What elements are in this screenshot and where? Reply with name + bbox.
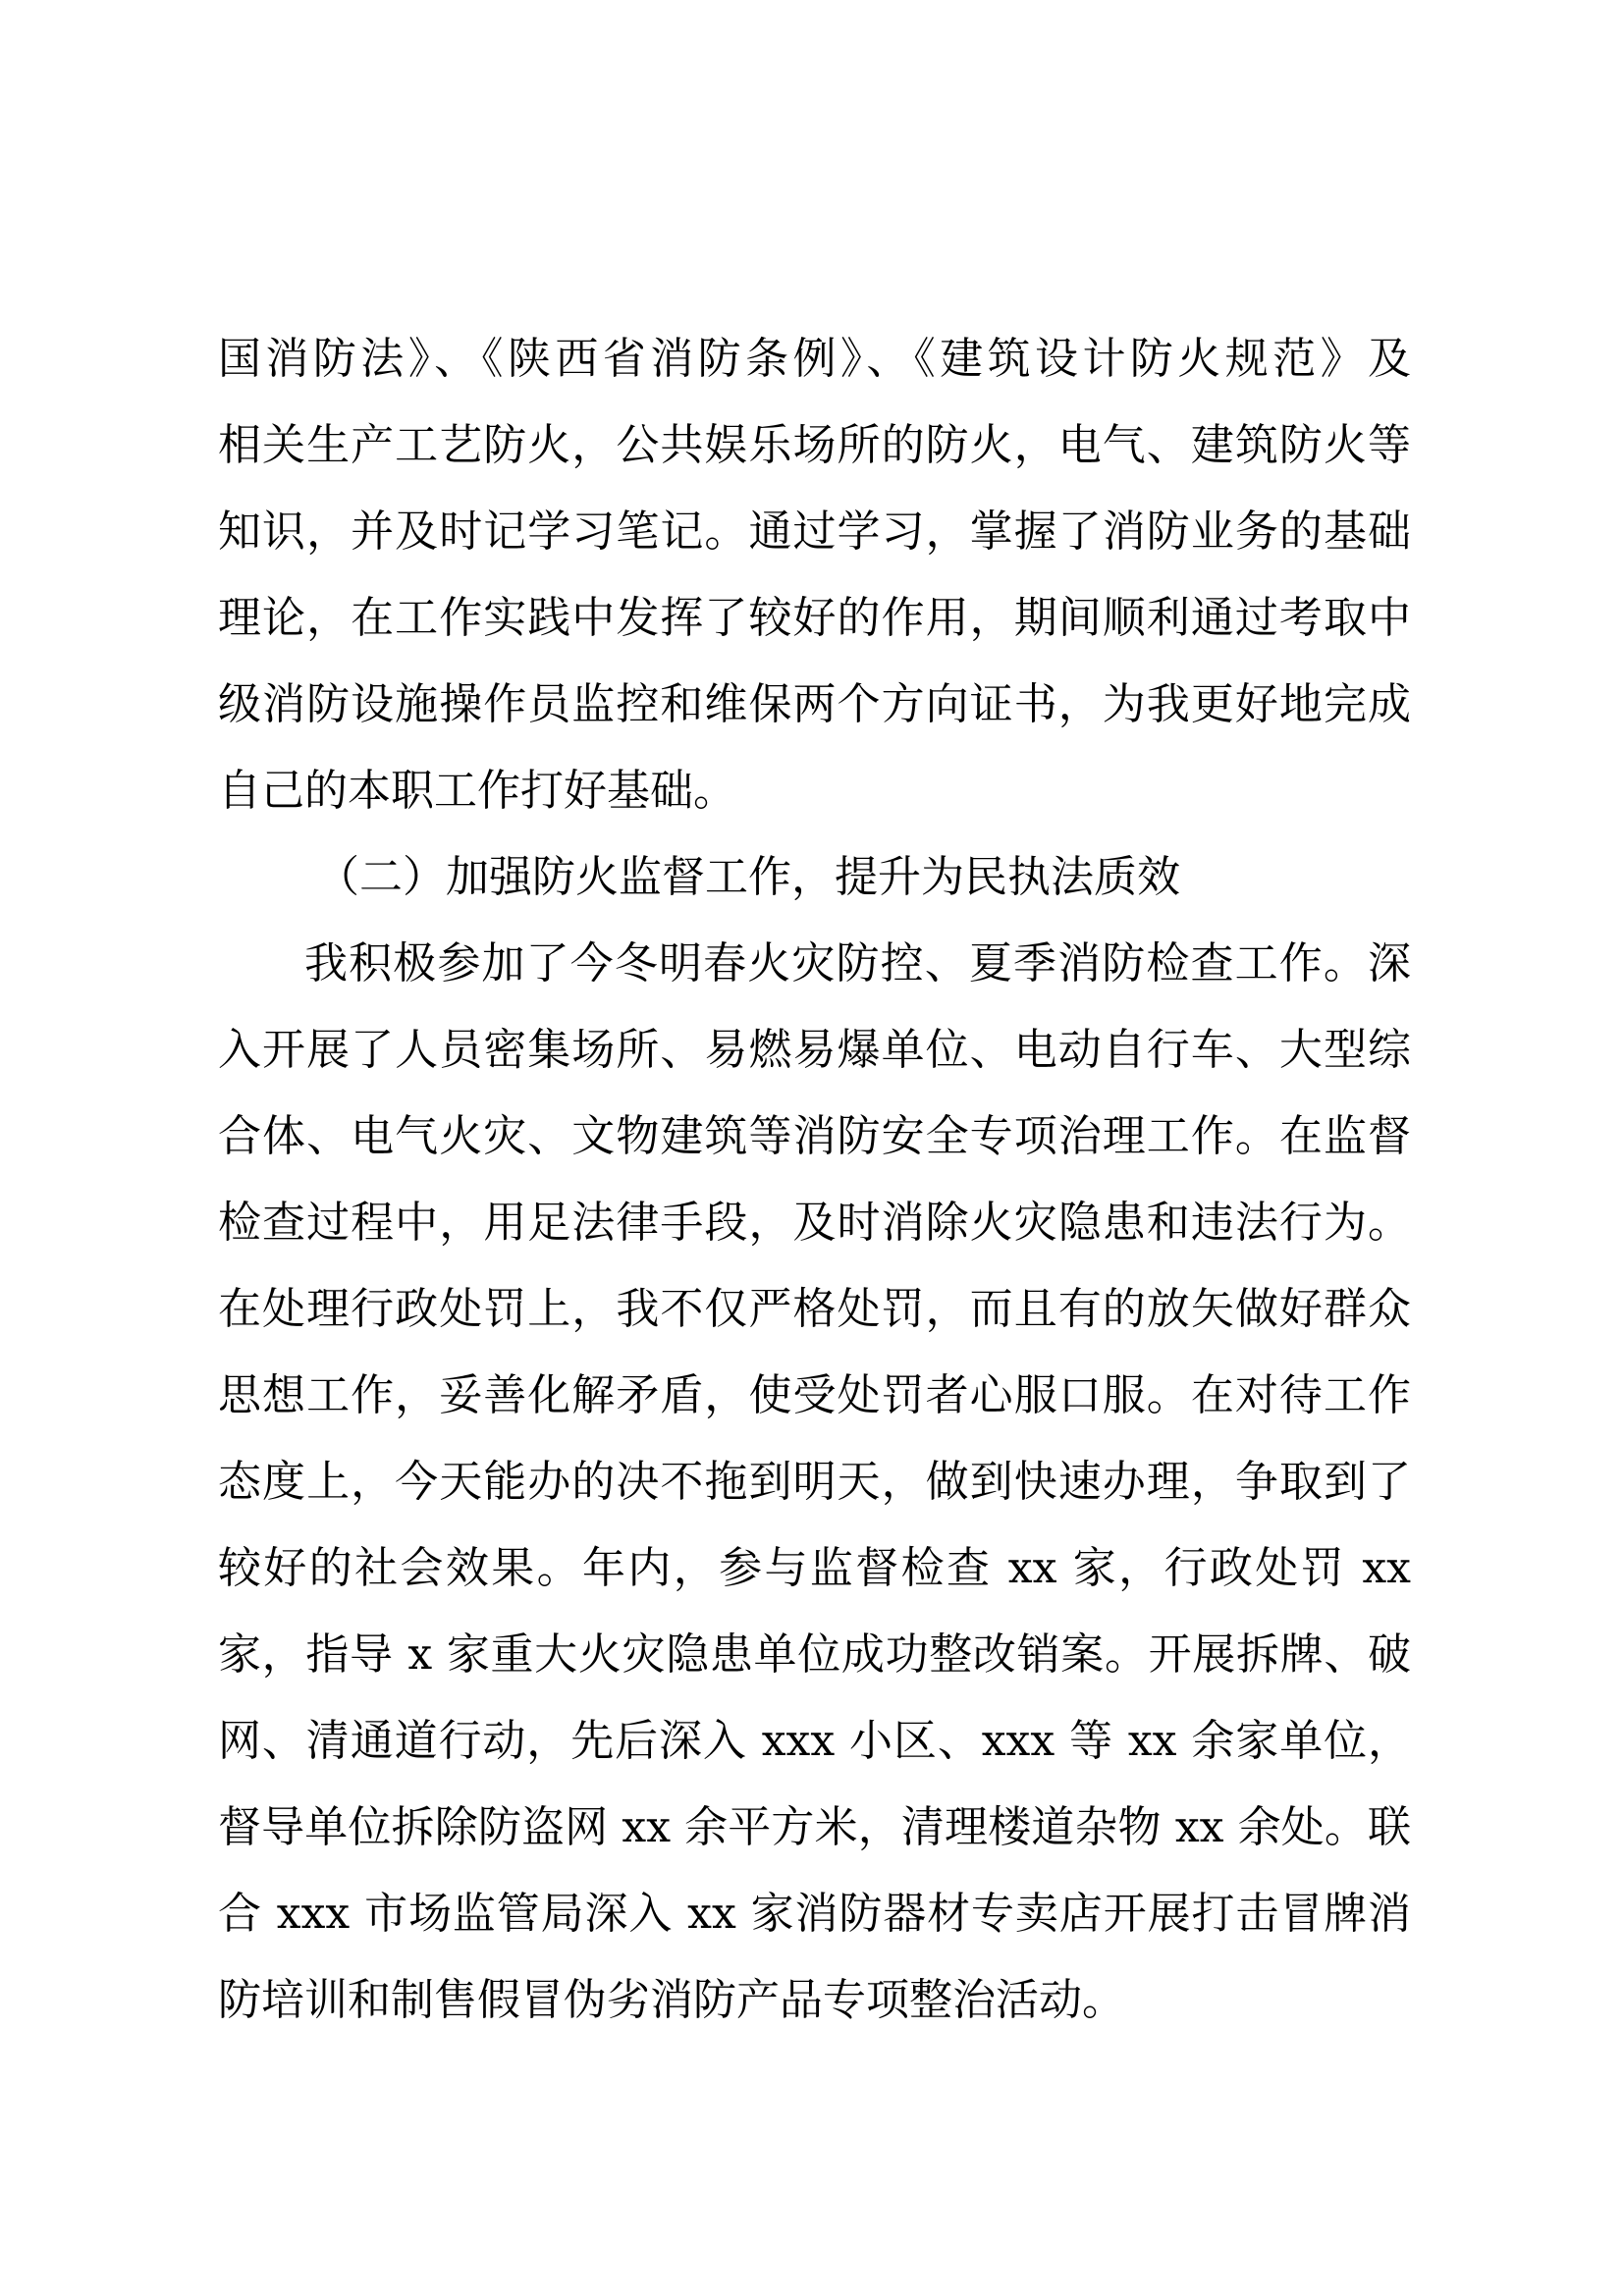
text-line: 相关生产工艺防火，公共娱乐场所的防火，电气、建筑防火等 bbox=[218, 420, 1411, 470]
text-line: 在处理行政处罚上，我不仅严格处罚，而且有的放矢做好群众 bbox=[218, 1284, 1411, 1334]
text-line: 态度上，今天能办的决不拖到明天，做到快速办理，争取到了 bbox=[218, 1457, 1411, 1507]
text-line: 督导单位拆除防盗网 xx 余平方米，清理楼道杂物 xx 余处。联 bbox=[218, 1802, 1411, 1852]
text-line: 我积极参加了今冬明春火灾防控、夏季消防检查工作。深 bbox=[304, 938, 1411, 988]
paragraph-study bbox=[218, 316, 1411, 834]
section-heading: （二）加强防火监督工作，提升为民执法质效 bbox=[316, 852, 1180, 902]
text-line: 合 xxx 市场监管局深入 xx 家消防器材专卖店开展打击冒牌消 bbox=[218, 1889, 1411, 1939]
document-body bbox=[218, 316, 1411, 2044]
text-line: 较好的社会效果。年内，参与监督检查 xx 家，行政处罚 xx bbox=[218, 1543, 1411, 1593]
text-line: 防培训和制售假冒伪劣消防产品专项整治活动。 bbox=[218, 1975, 1125, 2025]
text-line: 思想工作，妥善化解矛盾，使受处罚者心服口服。在对待工作 bbox=[218, 1370, 1411, 1420]
text-line: 知识，并及时记学习笔记。通过学习，掌握了消防业务的基础 bbox=[218, 507, 1411, 557]
text-line: 级消防设施操作员监控和维保两个方向证书，为我更好地完成 bbox=[218, 679, 1411, 729]
paragraph-supervision bbox=[218, 921, 1411, 2044]
text-line: 国消防法》、《陕西省消防条例》、《建筑设计防火规范》及 bbox=[218, 334, 1411, 384]
text-line: 网、清通道行动，先后深入 xxx 小区、xxx 等 xx 余家单位， bbox=[218, 1716, 1411, 1766]
text-line: 理论，在工作实践中发挥了较好的作用，期间顺利通过考取中 bbox=[218, 593, 1411, 643]
text-line: 入开展了人员密集场所、易燃易爆单位、电动自行车、大型综 bbox=[218, 1025, 1411, 1075]
text-line: 自己的本职工作打好基础。 bbox=[218, 766, 736, 816]
text-line: 合体、电气火灾、文物建筑等消防安全专项治理工作。在监督 bbox=[218, 1111, 1411, 1161]
text-line: 检查过程中，用足法律手段，及时消除火灾隐患和违法行为。 bbox=[218, 1198, 1411, 1248]
text-line: 家，指导 x 家重大火灾隐患单位成功整改销案。开展拆牌、破 bbox=[218, 1629, 1411, 1680]
